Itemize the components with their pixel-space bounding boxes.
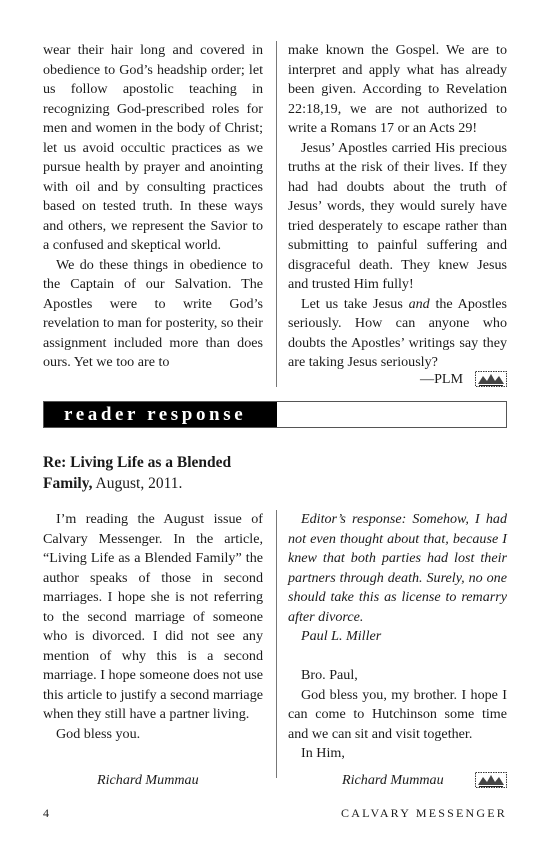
page-number: 4 bbox=[43, 806, 49, 820]
letter-signature: Richard Mummau bbox=[97, 772, 199, 788]
letter-paragraph: God bless you. bbox=[56, 725, 141, 742]
editor-response-column bbox=[288, 510, 507, 764]
article-paragraph bbox=[288, 295, 507, 373]
column-divider bbox=[276, 41, 277, 387]
banner-title-background bbox=[44, 402, 277, 427]
section-banner bbox=[43, 401, 507, 428]
paragraph-text: the Apostles seriously. How can anyone who doubts the Apostles’ writings say they are taking Jesus seriously? bbox=[288, 295, 507, 370]
editor-signature: Paul L. Miller bbox=[301, 628, 382, 644]
article-continuation-right-column bbox=[288, 41, 507, 373]
letter-heading-date: August, 2011. bbox=[92, 475, 183, 492]
article-paragraph: wear their hair long and covered in obedience to God’s headship order; let us follow apostolic teaching in recognizing God-prescribed roles for men and women in the body of Christ; let us avoid occultic practices as we pursue health by prayer and anointing with oil and by consulting practices based on tested truth. In these ways and others, we represent the Savior to a confused and skeptical world. bbox=[43, 42, 263, 253]
reply-salutation: Bro. Paul, bbox=[301, 667, 358, 683]
reply-signature: Richard Mummau bbox=[342, 772, 444, 788]
article-continuation-left-column bbox=[43, 41, 263, 373]
crown-ornament-icon bbox=[475, 371, 507, 387]
article-signature: —PLM bbox=[420, 371, 464, 387]
crown-ornament-icon bbox=[475, 772, 507, 788]
emphasized-word: and bbox=[408, 295, 430, 312]
paragraph-text: Let us take Jesus bbox=[301, 295, 409, 312]
article-paragraph: We do these things in obedience to the Captain of our Salvation. The Apostles were to write God’s revelation to man for posterity, so their assignment included more than does ours. Yet we too are to bbox=[43, 256, 263, 370]
article-paragraph: make known the Gospel. We are to interpret and apply what has already been given. According to Revelation 22:18,19, we are not authorized to write a Romans 17 or an Acts 29! bbox=[288, 42, 507, 136]
letter-paragraph: I’m reading the August issue of Calvary Messenger. In the article, “Living Life as a Blended Family” the author speaks of those in second marriages. I hope she is not referring to the second marriage of someone who is divorced. I did not see any mention of why this is a second marriage. I hope someone does not use this article to justify a second marriage when they still have a partner living. bbox=[43, 511, 263, 722]
reply-body: God bless you, my brother. I hope I can come to Hutchinson some time and we can sit and visit together. bbox=[288, 686, 507, 742]
section-title: reader response bbox=[64, 404, 247, 425]
spacer-line bbox=[288, 647, 507, 667]
letter-heading bbox=[43, 452, 263, 494]
letter-heading-title: Re: Living Life as a Blended Family, bbox=[43, 454, 232, 492]
reader-letter bbox=[43, 510, 263, 744]
editor-response: Editor’s response: Somehow, I had not even thought about that, because I knew that both parties had lost their partners through death. Surely, no one should take this as license to remarry after divorce. bbox=[288, 511, 507, 625]
publication-name: CALVARY MESSENGER bbox=[341, 806, 507, 820]
article-paragraph: Jesus’ Apostles carried His precious truths at the risk of their lives. If they had had doubts about the truth of Jesus’ words, they would surely have tried desperately to escape rather than submitting to painful suffering and disgraceful death. They knew Jesus and trusted Him fully! bbox=[288, 139, 507, 292]
reply-closing: In Him, bbox=[301, 745, 345, 761]
column-divider bbox=[276, 510, 277, 778]
